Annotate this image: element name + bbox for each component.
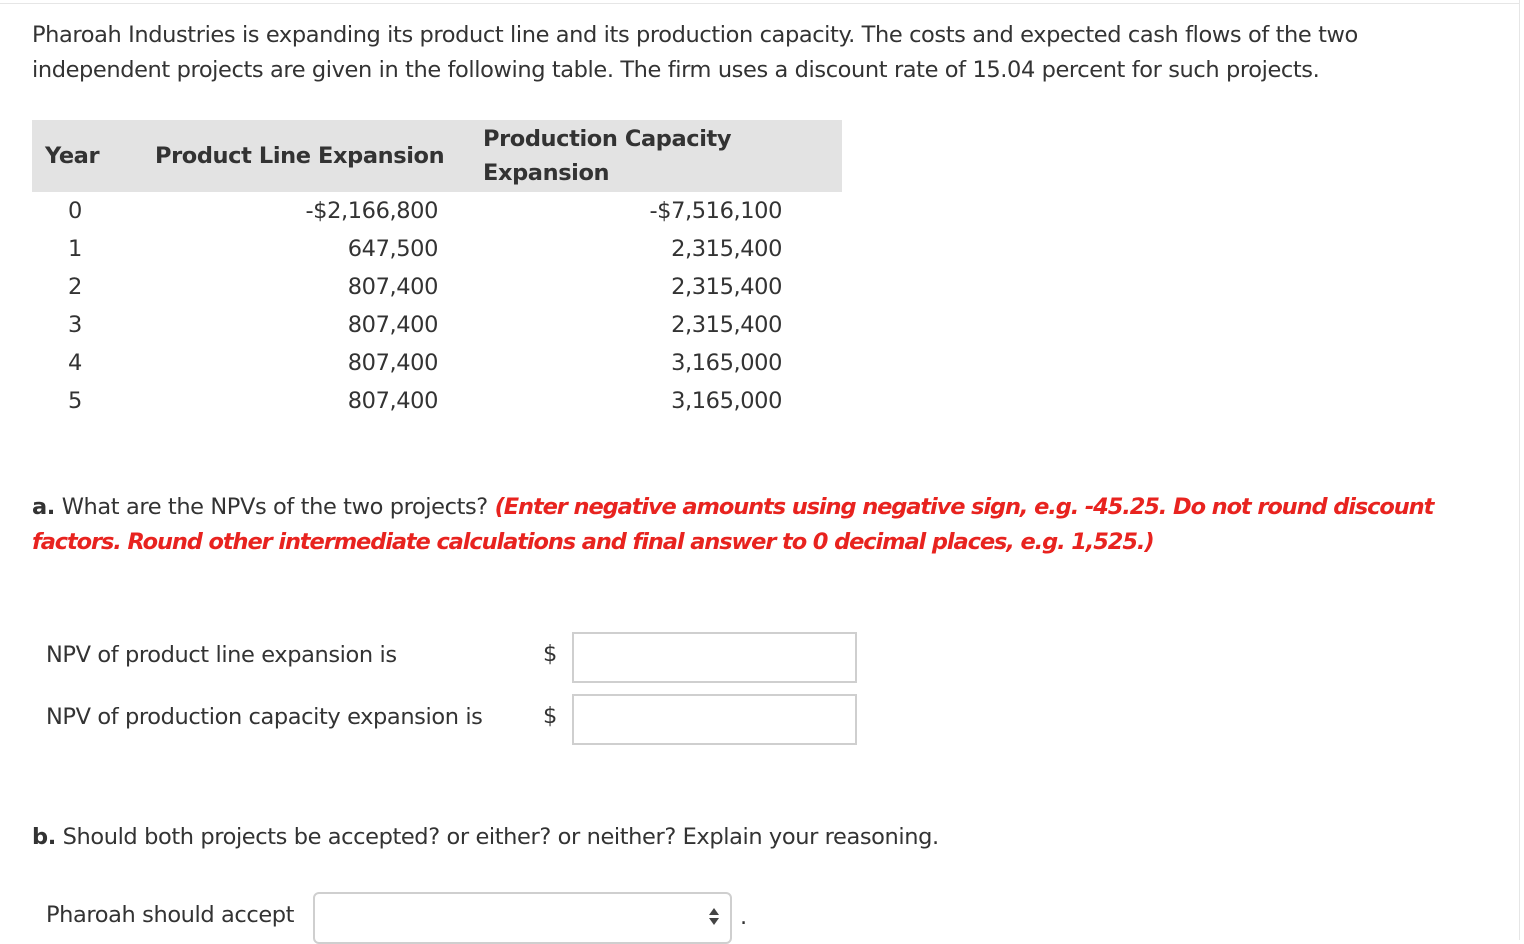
table-row [32,382,842,420]
npv-production-capacity-input[interactable] [572,694,857,745]
trailing-period: . [740,904,748,930]
top-divider [0,0,1520,4]
cell-product-line: -$2,166,800 [305,198,438,224]
currency-symbol: $ [543,703,558,729]
cell-product-line: 647,500 [347,236,438,262]
cash-flow-table [32,120,842,420]
table-row [32,344,842,382]
accept-label: Pharoah should accept [46,902,295,928]
cell-year: 2 [68,274,82,300]
question-b-label: b. [32,824,56,850]
cell-year: 3 [68,312,82,338]
header-year: Year [32,120,142,192]
question-a-text: What are the NPVs of the two projects? [54,494,495,520]
cell-production-capacity: 2,315,400 [671,312,782,338]
accept-select[interactable] [313,892,732,944]
problem-intro: Pharoah Industries is expanding its product line and its production capacity. The costs and expected cash flows of the two independent projects are given in the following table. The firm uses a discount rate of 15.04 percent for such projects. [32,22,1358,83]
question-a [32,490,1492,559]
cell-product-line: 807,400 [347,312,438,338]
question-a-label: a. [32,494,55,520]
cell-product-line: 807,400 [347,274,438,300]
cell-product-line: 807,400 [347,350,438,376]
table-row [32,268,842,306]
cell-production-capacity: -$7,516,100 [649,198,782,224]
cell-production-capacity: 3,165,000 [671,350,782,376]
question-b-text: Should both projects be accepted? or either? or neither? Explain your reasoning. [55,824,939,850]
question-b [32,820,1492,855]
cell-production-capacity: 2,315,400 [671,274,782,300]
cell-year: 5 [68,388,82,414]
table-row [32,192,842,230]
table-row [32,306,842,344]
npv-product-line-input[interactable] [572,632,857,683]
cell-year: 1 [68,236,82,262]
npv-production-capacity-label: NPV of production capacity expansion is [46,704,483,730]
cell-production-capacity: 2,315,400 [671,236,782,262]
table-row [32,230,842,268]
cell-year: 0 [68,198,82,224]
updown-arrows-icon [708,906,720,930]
question-a-instructions: (Enter negative amounts using negative sign, e.g. -45.25. Do not round discount factors. Round other intermediate calculations and final answer to 0 decimal places, e.g. 1,525.) [32,494,1434,555]
cell-year: 4 [68,350,82,376]
right-divider [1519,0,1520,940]
header-product-line-expansion: Product Line Expansion [142,120,468,192]
npv-product-line-label: NPV of product line expansion is [46,642,397,668]
cell-production-capacity: 3,165,000 [671,388,782,414]
header-production-capacity-expansion: Production Capacity Expansion [468,120,842,192]
cell-product-line: 807,400 [347,388,438,414]
table-header-row [32,120,842,192]
currency-symbol: $ [543,641,558,667]
